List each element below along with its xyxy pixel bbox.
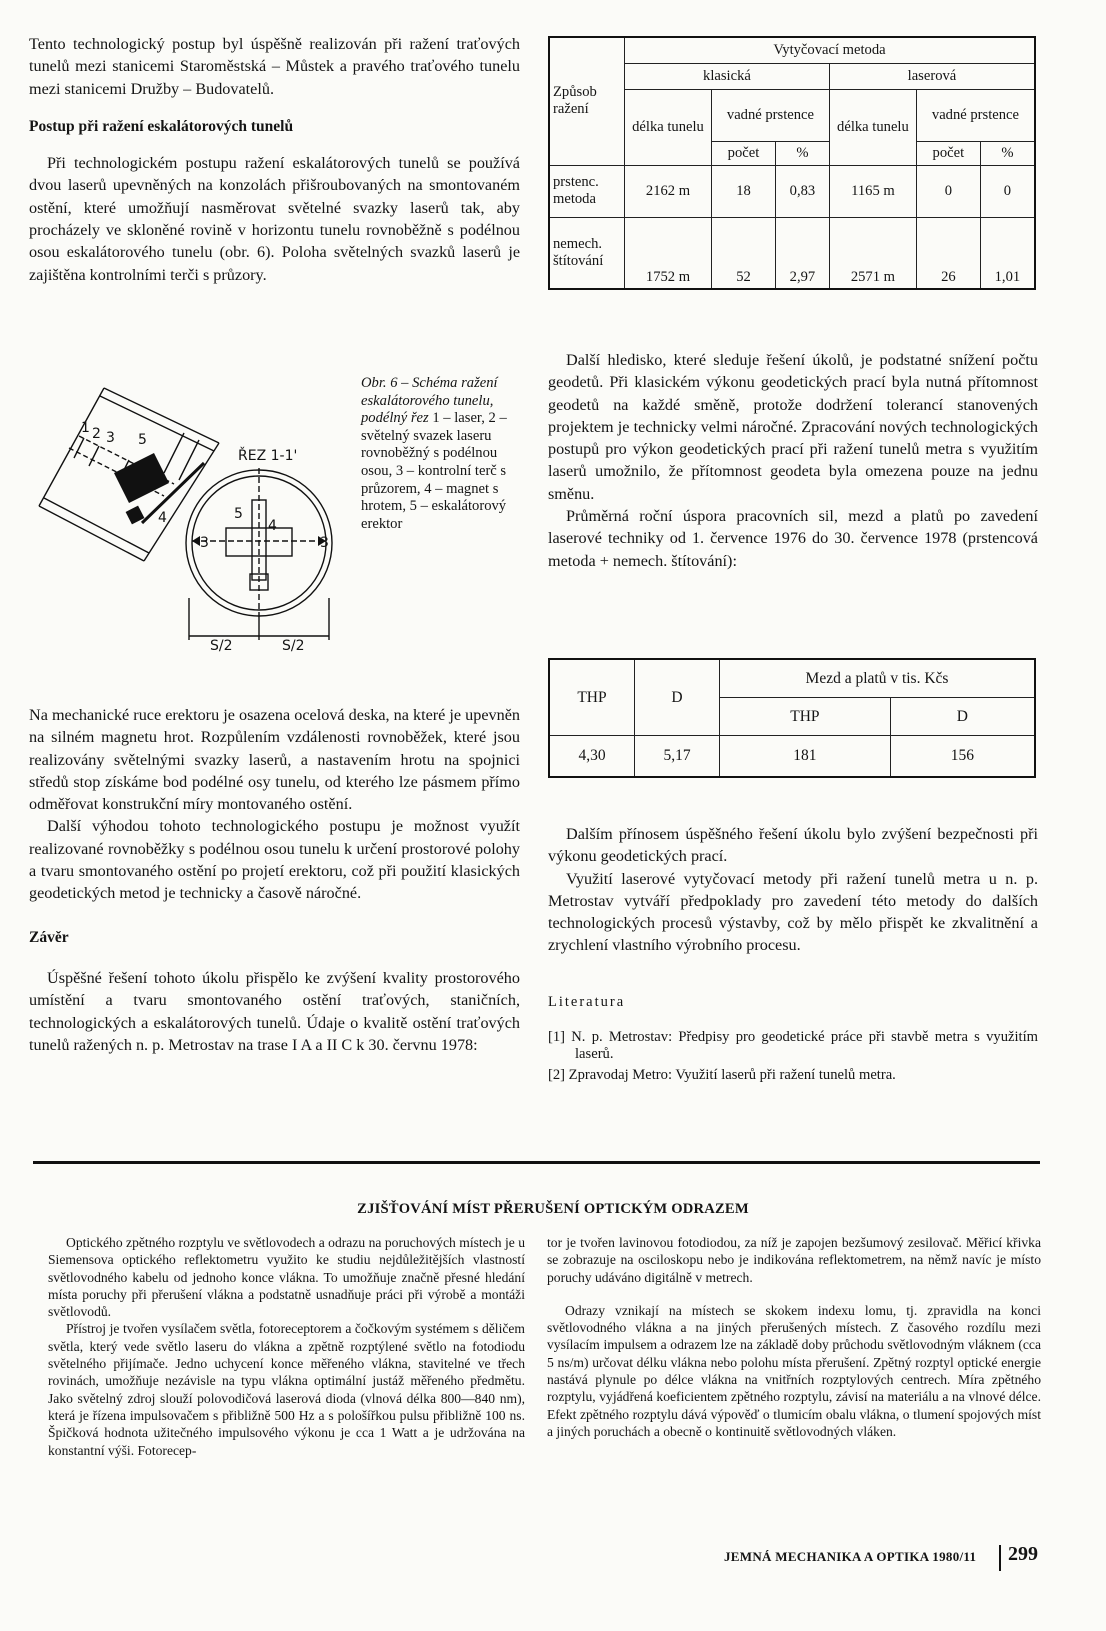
journal-name: JEMNÁ MECHANIKA A OPTIKA 1980/11: [724, 1549, 977, 1564]
header-cell: klasická: [625, 63, 830, 89]
paragraph: Další hledisko, které sleduje řešení úkolů, je podstatné snížení počtu geodetů. Při klasickém výkonu geodetických prací byla nutná přítomnost geodetů na každé směně, protože dodržení tolerancí stanovených projektem je technicky velmi náročné. Zpracování nových technologických postupů pro výkon geodetických prací při ražení tunelů metra s využitím laserů umožnilo, že přítomnost geodeta byla omezena pouze na jednu směnu.: [548, 351, 1038, 503]
header-cell: D: [635, 659, 720, 735]
table-row: [549, 735, 1035, 777]
header-cell: délka tunelu: [829, 89, 916, 165]
caption-title: Obr. 6 – Schéma ražení eskalátorového tunelu, podélný řez: [361, 375, 498, 427]
erector-block: [114, 453, 169, 503]
right-column-lower: [548, 823, 1038, 1084]
header-cell: Vytyčovací metoda: [625, 37, 1036, 63]
header-cell: Způsob ražení: [549, 37, 625, 165]
table-row: [549, 165, 1035, 217]
header-cell: %: [980, 141, 1035, 165]
figure-6: [34, 378, 354, 678]
cell: 1752 m: [625, 217, 712, 289]
left-column-bottom: [29, 704, 520, 1056]
paragraph: Při technologickém postupu ražení eskalátorových tunelů se používá dvou laserů upevněných na konzolách přišroubovaných na smontovaném ostění, které umožňují nasměrovat světelné svazky laserů tak, aby procházely ve skloněné rovině v horizontu tunelu rovnoběžně s podélnou osou eskalátorového tunelu (obr. 6). Poloha světelných svazků laserů je zajištěna kontrolními terči s průzory.: [29, 154, 520, 284]
cell: 18: [712, 165, 776, 217]
header-cell: laserová: [829, 63, 1035, 89]
section-heading: Závěr: [29, 928, 69, 946]
section-divider: [33, 1161, 1040, 1164]
reference: [1] N. p. Metrostav: Předpisy pro geodetické práce při stavbě metra s využitím laserů.: [548, 1029, 1038, 1063]
table-row: [549, 217, 1035, 289]
left-column-top: [29, 33, 520, 286]
paragraph: Tento technologický postup byl úspěšně realizován při ražení traťových tunelů mezi stanicemi Staroměstská – Můstek a pravého traťového tunelu mezi stanicemi Družby – Budovatelů.: [29, 35, 520, 98]
reference: [2] Zpravodaj Metro: Využití laserů při ražení tunelů metra.: [548, 1066, 896, 1083]
footer-divider: [999, 1545, 1001, 1571]
figure-label-1: 1: [81, 420, 90, 436]
cell: 0: [916, 165, 980, 217]
header-cell: počet: [916, 141, 980, 165]
paragraph: Optického zpětného rozptylu ve světlovodech a odrazu na poruchových místech je u Siemensova optického reflektometru využito ke studiu nejdůležitějších vlastností světlovodného kabelu od jednoho konce vlákna. To umožňuje značně přesné hledání místa poruchy při přerušení vlákna a podstatně usnadňuje práci při výrobě a montáži světlovodů.: [48, 1235, 525, 1320]
paragraph: Dalším přínosem úspěšného řešení úkolu bylo zvýšení bezpečnosti při výkonu geodetických prací.: [548, 825, 1038, 866]
header-cell: délka tunelu: [625, 89, 712, 165]
cell: 0,83: [775, 165, 829, 217]
cell: 2162 m: [625, 165, 712, 217]
page-number: 299: [1008, 1543, 1038, 1565]
paragraph: Průměrná roční úspora pracovních sil, mezd a platů po zavedení laserové techniky od 1. července 1976 do 30. července 1978 (prstencová metoda + nemech. štítování):: [548, 507, 1038, 570]
article2-left-column: [48, 1234, 525, 1459]
header-cell: THP: [549, 659, 635, 735]
quality-table: [548, 36, 1036, 290]
cell: 2,97: [775, 217, 829, 289]
header-cell: vadné prstence: [712, 89, 830, 141]
header-cell: počet: [712, 141, 776, 165]
journal-footer: [724, 1549, 976, 1565]
header-cell: Mezd a platů v tis. Kčs: [720, 659, 1036, 697]
figure-label-4: 4: [158, 510, 167, 526]
figure-label-5b: 5: [234, 506, 243, 522]
header-cell: D: [890, 697, 1035, 735]
paragraph: Úspěšné řešení tohoto úkolu přispělo ke zvýšení kvality prostorového umístění a tvaru smontovaného ostění traťových, staničních, technologických a eskalátorových tunelů. Údaje o kvalitě ostění traťových tunelů ražených n. p. Metrostav na trase I A a II C k 30. červnu 1978:: [29, 968, 520, 1054]
paragraph: Přístroj je tvořen vysílačem světla, fotoreceptorem a čočkovým systémem s děličem světla, který vede světlo laseru do vlákna a zpětně rozptýlené světlo na fotodiodu světelného přijímače. Jedno uchycení konce měřeného vlákna, stavitelné ve třech rovinách, umožňuje nezávisle na typu vlákna optimální justáž měřeného předmětu. Jako světelný zdroj slouží polovodičová laserová dioda (vlnová délka 800—840 nm), která je řízena impulsovačem s přibližně 500 Hz a s pološířkou pulsu přibližně 100 ns. Špičková hodnota užitečného impulsového výkonu je cca 1 Watt a je udržována na konstantní výši. Fotorecep-: [48, 1321, 525, 1458]
right-column-upper: [548, 349, 1038, 572]
article-title: ZJIŠŤOVÁNÍ MÍST PŘERUŠENÍ OPTICKÝM ODRAZEM: [357, 1201, 749, 1217]
figure-label-3b: 3: [200, 535, 209, 551]
cell: 5,17: [635, 735, 720, 777]
paragraph: Další výhodou tohoto technologického postupu je možnost využít realizované rovnoběžky s podélnou osou tunelu k určení prostorové polohy a tvaru smontovaného ostění po projetí erektoru, což při použití klasických geodetických metod je technicky a časově náročné.: [29, 817, 520, 903]
cell: 0: [980, 165, 1035, 217]
figure-label-2: 2: [92, 426, 101, 442]
paragraph: Na mechanické ruce erektoru je osazena ocelová deska, na které je upevněn na silném magnetu hrot. Rozpůlením vzdálenosti rovnoběžek, které jsou realizovány světelnými svazky laserů, a nastavením hrotu na spojnici středů stop získáme bod podélné osy tunelu, od kterého lze pásmem přímo odměřovat konstrukční míry montovaného ostění.: [29, 706, 520, 814]
cell: 181: [720, 735, 891, 777]
cell: 156: [890, 735, 1035, 777]
figure-label-4b: 4: [268, 518, 277, 534]
row-label: prstenc. metoda: [549, 165, 625, 217]
literature-heading: Literatura: [548, 993, 626, 1010]
figure-label-3c: 3: [320, 535, 329, 551]
header-cell: THP: [720, 697, 891, 735]
paragraph: tor je tvořen lavinovou fotodiodou, za níž je zapojen bezšumový zesilovač. Měřicí křivka se zobrazuje na osciloskopu nebo je indikována reflektometrem, na němž navíc je místo poruchy udáváno digitálně v metrech.: [547, 1235, 1041, 1285]
section-heading: Postup při ražení eskalátorových tunelů: [29, 117, 294, 135]
cell: 2571 m: [829, 217, 916, 289]
paragraph: Využití laserové vytyčovací metody při ražení tunelů metra u n. p. Metrostav vytváří předpoklady pro zavedení této metody do dalších technologických procesů výstavby, což by mělo přispět ke zkvalitnění a zrychlení vlastního výrobního procesu.: [548, 869, 1038, 955]
cell: 26: [916, 217, 980, 289]
cell: 1,01: [980, 217, 1035, 289]
header-cell: vadné prstence: [916, 89, 1035, 141]
cell: 52: [712, 217, 776, 289]
figure-label-3: 3: [106, 430, 115, 446]
header-cell: %: [775, 141, 829, 165]
figure-label-5: 5: [138, 432, 147, 448]
caption-legend: 1 – laser, 2 – světelný svazek laseru rovnoběžný s podélnou osou, 3 – kontrolní terč s průzorem, 4 – magnet s hrotem, 5 – eskalátorový erektor: [361, 410, 507, 532]
row-label: nemech. štítování: [549, 217, 625, 289]
article2-right-column: [547, 1234, 1041, 1440]
figure-caption: [361, 375, 521, 533]
cell: 4,30: [549, 735, 635, 777]
dimension-left: S/2: [210, 638, 233, 654]
dimension-right: S/2: [282, 638, 305, 654]
cell: 1165 m: [829, 165, 916, 217]
paragraph: Odrazy vznikají na místech se skokem indexu lomu, tj. zpravidla na konci světlovodného vlákna a na jiných přerušených místech. Z časového rozdílu mezi vysílacím impulsem a odrazem lze na základě doby průchodu světlovodným vláknem (cca 5 ns/m) určovat délku vlákna nebo polohu místa přerušení. Zpětný rozptyl optické energie nastává plynule po délce vlákna na vnitřních rozptylových centrech. Míra zpětného rozptylu, vyjádřená koeficientem zpětného rozptylu, závisí na materiálu a na vlnové délce. Efekt zpětného rozptylu dává výpověď o tlumicím obalu vlákna, o tlumení spojových míst a jiných poruchách a obecně o kontinuitě světlovodných vláken.: [547, 1302, 1041, 1439]
savings-table: [548, 658, 1036, 778]
section-label: ŘEZ 1-1': [238, 448, 298, 464]
